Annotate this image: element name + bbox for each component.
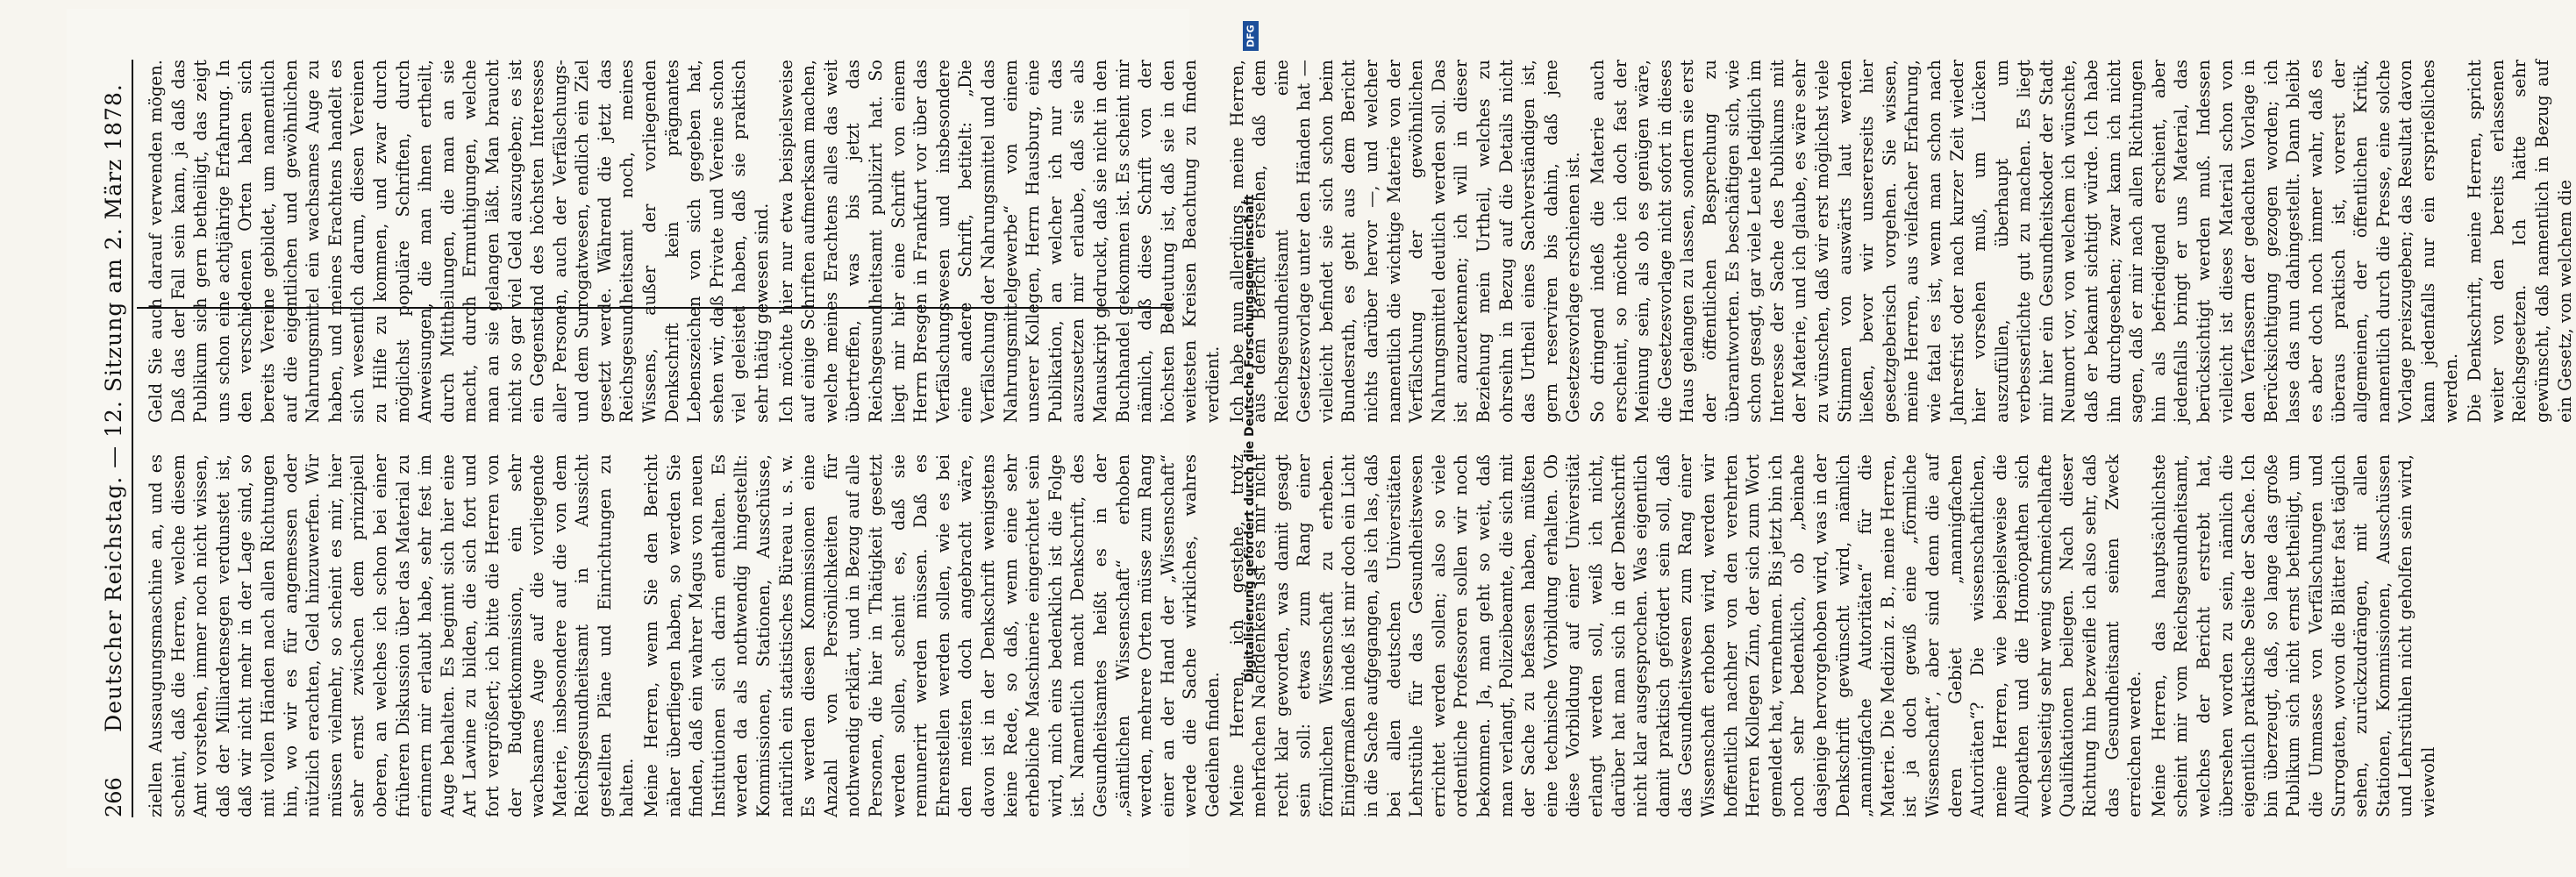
paragraph: Meine Herren, das hauptsächlichste scheint mir vom Reichsgesundheitsamt, welches der Bericht erstrebt hat, übersehen worden zu sein, nämlich die eigentlich praktische Seite der Sache. Ich bin überzeugt, daß, so lange das große Publikum sich nicht ernst betheiligt, um die Ummasse von Verfälschungen und Surrogaten, wovon die Blätter fast täglich sehen, zurückzudrängen, mit allen Stationen, Kommissionen, Ausschüssen und Lehrstühlen nicht geholfen sein wird, wiewohl [2148,454,2438,817]
paragraph: Die Denkschrift, meine Herren, spricht weiter von den bereits erlassenen Reichsgesetzen. Ich hätte sehr gewünscht, daß namentlich in Bezug auf ein Gesetz, von welchem die [2465,60,2575,423]
dfg-logo: DFG [1243,21,1259,51]
paragraph: Meine Herren, wenn Sie den Bericht näher überfliegen haben, so werden Sie finden, daß ein wahrer Magus von neuen Institutionen sich darin enthalten. Es werden da als nothwendig hingestellt: Kommissionen, Stationen, Ausschüsse, natürlich ein statistisches Büreau u. s. w. Es werden diesen Kommissionen eine Anzahl von Persönlichkeiten für nothwendig erklärt, und in Bezug auf alle Personen, die hier in Thätigkeit gesetzt werden sollen, scheint es, daß sie remunerirt werden müssen. Daß es Ehrenstellen werden sollen, wie es bei den meisten doch angebracht wäre, davon ist in der Denkschrift wenigstens keine Rede, so daß, wenn eine sehr erhebliche Maschinerie eingerichtet sein wird, mich eins bedenklich ist die Folge ist. Namentlich macht Denkschrift, des Gesundheitsamtes heißt es in der „sämtlichen Wissenschaft“ erhoben werden, mehrere Orten müsse zum Rang einer an der Hand der „Wissenschaft“ werde die Sache wirkliches, wahres Gedeihen finden. [641,454,1223,817]
left-column [145,454,2438,817]
paragraph: Geld Sie auch darauf verwenden mögen. Daß das der Fall sein kann, ja daß das Publikum sich gern betheiligt, das zeigt uns schon eine achtjährige Erfahrung. In den verschiedenen Orten haben sich bereits Vereine gebildet, um namentlich auf die eigentlichen und gewöhnlichen Nahrungsmittel ein wachsames Auge zu haben, und meines Erachtens handelt es sich wesentlich darum, diesen Vereinen zu Hilfe zu kommen, und zwar durch möglichst populäre Schriften, durch Anweisungen, die man ihnen ertheilt, durch Mittheilungen, die man an sie macht, durch Ermuthigungen, welche man an sie gelangen läßt. Man braucht nicht so gar viel Geld auszugeben; es ist ein Gegenstand des höchsten Interesses aller Personen, auch der Verfälschungs- und dem Surrogatwesen, endlich ein Ziel gesetzt werde. Während die jetzt das Reichsgesundheitsamt noch, meines Wissens, außer der vorliegenden Denkschrift kein prägnantes Lebenszeichen von sich gegeben hat, sehen wir, daß Private und Vereine schon viel geleistet haben, daß sie praktisch sehr thätig gewesen sind. [146,60,773,423]
running-title: Deutscher Reichstag. — 12. Sitzung am 2. März 1878. [101,83,126,732]
watermark-text: Digitalisierung gefördert durch die Deutsche Forschungsgemeinschaft [1243,194,1257,683]
digitization-watermark [1232,18,1267,859]
page-header [98,60,133,817]
paragraph: Ich möchte hier nur etwa beispielsweise auf einige Schriften aufmerksam machen, welche meines Erachtens alles das weit übertreffen, was bis jetzt das Reichsgesundheitsamt publizirt hat. So liegt mir hier eine Schrift von einem Herrn Bresgen in Frankfurt vor über das Verfälschungswesen und insbesondere eine andere Schrift, betitelt: „Die Verfälschung der Nahrungsmittel und das Nahrungsmittelgewerbe“ von einem unserer Kollegen, Herrn Hausburg, eine Publikation, an welcher ich nur das auszusetzen mir erlaube, daß sie als Manuskript gedruckt, daß sie nicht in den Buchhandel gekommen ist. Es scheint mir nämlich, daß diese Schrift von der höchsten Bedeutung ist, daß sie in den weitesten Kreisen Beachtung zu finden verdient. [775,60,1223,423]
paragraph: Meine Herren, ich gestehe, trotz mehrfachen Nachdenkens ist es mir nicht recht klar geworden, was damit gesagt sein soll: etwas zum Rang einer förmlichen Wissenschaft zu erheben. Einigermaßen indeß ist mir doch ein Licht in die Sache aufgegangen, als ich las, daß bei allen deutschen Universitäten Lehrstühle für das Gesundheitswesen errichtet werden sollen; also so viele ordentliche Professoren sollen wir noch bekommen. Ja, man geht so weit, daß man verlangt, Polizeibeamte, die sich mit der Sache zu befassen haben, müßten eine technische Vorbildung erhalten. Ob diese Vorbildung auf einer Universität erlangt werden soll, weiß ich nicht, darüber hat man sich in der Denkschrift nicht klar ausgesprochen. Was eigentlich damit praktisch gefördert sein soll, daß das Gesundheitswesen zum Rang einer Wissenschaft erhoben wird, werden wir hoffentlich nachher von den verehrten Herren Kollegen Zinn, der sich zum Wort gemeldet hat, vernehmen. Bis jetzt bin ich noch sehr bedenklich, ob „beinahe dasjenige hervorgehoben wird, was in der Denkschrift gewünscht wird, nämlich „mannigfache Autoritäten“ für die Materie. Die Medizin z. B., meine Herren, ist ja doch gewiß eine „förmliche Wissenschaft“, aber sind denn die auf deren Gebiet „mannigfachen Autoritäten“? Die wissenschaftlichen, meine Herren, wie beispielsweise die Allopathen und die Homöopathen sich wechselseitig sehr wenig schmeichelhafte Qualifikationen beilegen. Nach dieser Richtung hin bezweifle ich also sehr, daß das Gesundheitsamt seinen Zweck erreichen werde. [1226,454,2145,817]
paragraph: ziellen Aussaugungsmaschine an, und es scheint, daß die Herren, welche diesem Amt vorstehen, immer noch nicht wissen, daß der Milliardensegen verdunstet ist, daß wir nicht mehr in der Lage sind, so mit vollen Händen nach allen Richtungen hin, wo wir es für angemessen oder nützlich erachten, Geld hinzuwerfen. Wir müssen vielmehr, so scheint es mir, hier sehr ernst zwischen dem prinzipiell oberen, an welches ich schon bei einer früheren Diskussion über das Material zu erinnern mir erlaubt habe, sehr fest im Auge behalten. Es beginnt sich hier eine Art Lawine zu bilden, die sich fort und fort vergrößert; ich bitte die Herren von der Budgetkommission, ein sehr wachsames Auge auf die vorliegende Materie, insbesondere auf die von dem Reichsgesundheitsamt in Aussicht gestellten Pläne und Einrichtungen zu halten. [146,454,638,817]
page-number: 266 [102,777,126,817]
paragraph: Ich habe nun allerdings, meine Herren, aus dem Bericht ersehen, daß dem Reichsgesundheitsamt eine Gesetzesvorlage unter den Händen hat — vielleicht befindet sie sich schon beim Bundesrath, es geht aus dem Bericht nichts darüber hervor —, und welcher namentlich die wichtige Materie von der Verfälschung der gewöhnlichen Nahrungsmittel deutlich werden soll. Das ist anzuerkennen; ich will in dieser Beziehung mein Urtheil, welches zu ohrseihn in Bezug auf die Details nicht das Urtheil eines Sachverständigen ist, gern reserviren bis dahin, daß jene Gesetzesvorlage erschienen ist. [1226,60,1584,423]
paragraph: So dringend indeß die Materie auch erscheint, so möchte ich doch fast der Meinung sein, als ob es genügen wäre, die Gesetzesvorlage nicht sofort in dieses Haus gelangen zu lassen, sondern sie erst der öffentlichen Besprechung zu überantworten. Es beschäftigen sich, wie schon gesagt, gar viele Leute lediglich im Interesse der Sache des Publikums mit der Materie, und ich glaube, es wäre sehr zu wünschen, daß wir erst möglichst viele Stimmen von auswärts laut werden ließen, bevor wir unsererseits hier gesetzgeberisch vorgehen. Sie wissen, meine Herren, aus vielfacher Erfahrung, wie fatal es ist, wenn man schon nach Jahresfrist oder nach kurzer Zeit wieder hier vorsehen muß, um Lücken auszufüllen, überhaupt um verbesserlichte gut zu machen. Es liegt mir hier ein Gesundheitskoder der Stadt Neumort vor, von welchem ich wünschte, daß er bekannt sichtigt würde. Ich habe ihn durchgesehen; zwar kann ich nicht sagen, daß er mir nach allen Richtungen hin als befriedigend erschient, aber jedenfalls bringt er uns Material, das berücksichtigt werden muß. Indessen vielleicht ist dieses Material schon von den Verfassern der gedachten Vorlage in Berücksichtigung gezogen worden; ich lasse das nun dahingestellt. Dann bleibt es aber doch noch immer wahr, daß es überaus praktisch ist, vorerst der allgemeinen, der öffentlichen Kritik, namentlich durch die Presse, eine solche Vorlage preiszugeben; das Resultat davon kann jedenfalls nur ein ersprießliches werden. [1588,60,2461,423]
right-column [145,60,2575,423]
